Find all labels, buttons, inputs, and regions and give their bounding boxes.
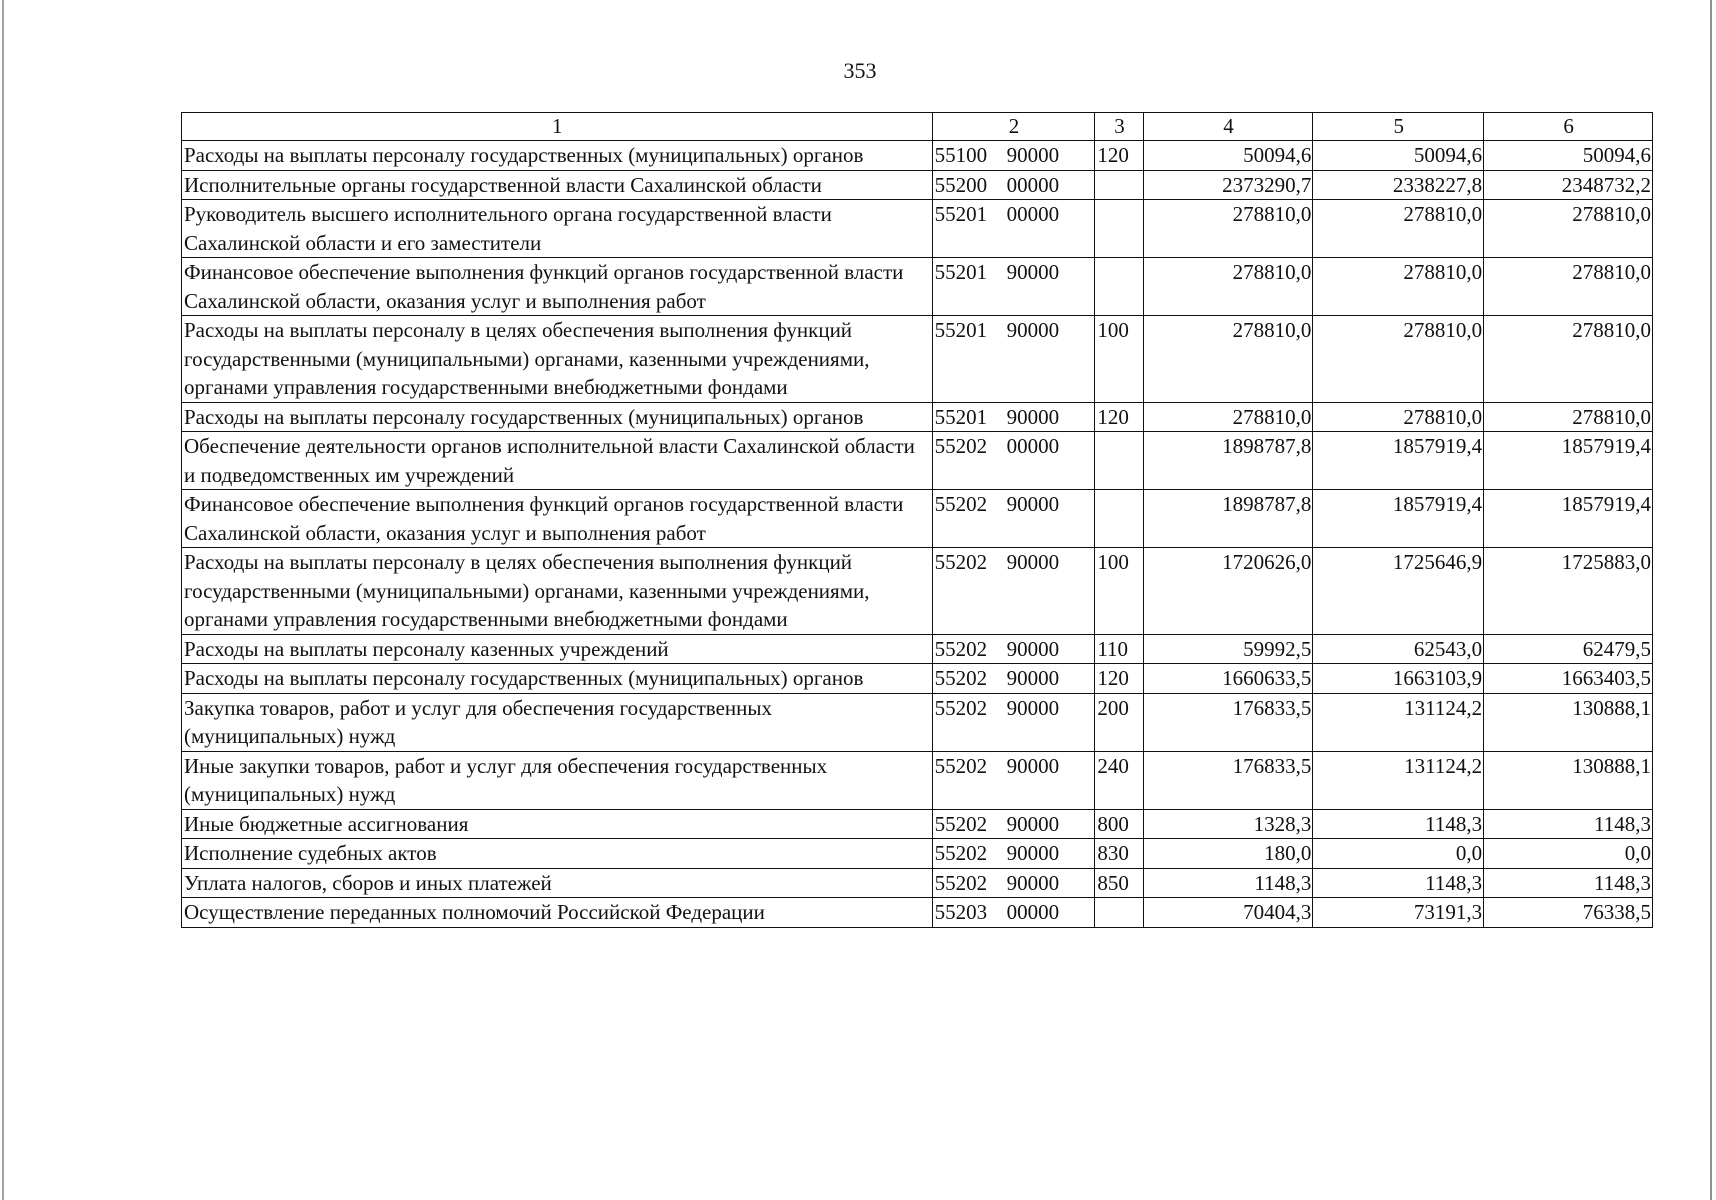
row-code-part1: 55201	[934, 404, 988, 429]
row-value-col5: 1148,3	[1313, 809, 1484, 839]
table-row	[182, 751, 1653, 809]
row-expense-type: 120	[1095, 664, 1143, 694]
row-expense-type: 850	[1095, 868, 1143, 898]
row-expense-type	[1095, 170, 1143, 200]
row-code	[932, 839, 1095, 869]
row-code	[932, 809, 1095, 839]
row-value-col4: 59992,5	[1143, 634, 1313, 664]
row-name: Расходы на выплаты персоналу государственных (муниципальных) органов	[182, 402, 933, 432]
row-value-col4: 1898787,8	[1143, 490, 1313, 548]
row-value-col5: 1725646,9	[1313, 548, 1484, 635]
table-row	[182, 898, 1653, 928]
row-name: Осуществление переданных полномочий Российской Федерации	[182, 898, 933, 928]
row-code-part2: 90000	[1006, 841, 1060, 865]
row-code-part1: 55202	[934, 753, 988, 778]
row-code-part2: 90000	[1006, 695, 1060, 720]
row-code-part2: 90000	[1006, 811, 1060, 836]
row-code-part1: 55202	[934, 492, 988, 516]
row-code-part2: 90000	[1006, 143, 1060, 167]
row-value-col4: 176833,5	[1143, 693, 1313, 751]
row-code	[932, 490, 1095, 548]
table-row	[182, 693, 1653, 751]
row-expense-type: 800	[1095, 809, 1143, 839]
row-name: Закупка товаров, работ и услуг для обеспечения государственных (муниципальных) нужд	[182, 693, 933, 751]
row-value-col5: 278810,0	[1313, 200, 1484, 258]
row-value-col6: 2348732,2	[1484, 170, 1653, 200]
row-name: Финансовое обеспечение выполнения функций органов государственной власти Сахалинской области, оказания услуг и выполнения работ	[182, 490, 933, 548]
row-expense-type: 100	[1095, 548, 1143, 635]
row-value-col5: 1857919,4	[1313, 490, 1484, 548]
row-value-col6: 278810,0	[1484, 200, 1653, 258]
row-expense-type: 120	[1095, 402, 1143, 432]
row-expense-type	[1095, 432, 1143, 490]
row-code-part1: 55202	[934, 841, 988, 865]
row-code-part2: 90000	[1006, 666, 1060, 690]
table-row	[182, 170, 1653, 200]
header-col-5: 5	[1313, 113, 1484, 141]
scan-edge-right	[1710, 0, 1712, 1200]
row-code	[932, 548, 1095, 635]
row-name: Руководитель высшего исполнительного органа государственной власти Сахалинской области и его заместители	[182, 200, 933, 258]
row-code	[932, 258, 1095, 316]
table-row	[182, 839, 1653, 869]
row-code-part2: 90000	[1006, 318, 1060, 342]
row-name: Исполнительные органы государственной власти Сахалинской области	[182, 170, 933, 200]
row-value-col4: 278810,0	[1143, 316, 1313, 403]
row-expense-type: 120	[1095, 141, 1143, 171]
row-code-part1: 55202	[934, 434, 988, 458]
row-value-col6: 62479,5	[1484, 634, 1653, 664]
table-row	[182, 548, 1653, 635]
row-value-col4: 1660633,5	[1143, 664, 1313, 694]
row-value-col5: 278810,0	[1313, 316, 1484, 403]
row-value-col6: 0,0	[1484, 839, 1653, 869]
row-value-col4: 50094,6	[1143, 141, 1313, 171]
row-value-col6: 130888,1	[1484, 693, 1653, 751]
row-value-col5: 278810,0	[1313, 402, 1484, 432]
row-name: Расходы на выплаты персоналу в целях обеспечения выполнения функций государственными (муниципальными) органами, казенными учреждениями, органами управления государственными внебюджетными фондами	[182, 548, 933, 635]
row-value-col4: 1148,3	[1143, 868, 1313, 898]
row-value-col6: 278810,0	[1484, 402, 1653, 432]
row-code	[932, 170, 1095, 200]
row-value-col6: 130888,1	[1484, 751, 1653, 809]
row-expense-type: 200	[1095, 693, 1143, 751]
header-row	[182, 113, 1653, 141]
row-code	[932, 634, 1095, 664]
row-expense-type	[1095, 258, 1143, 316]
row-value-col5: 73191,3	[1313, 898, 1484, 928]
row-code-part2: 00000	[1006, 900, 1060, 924]
row-code-part1: 55202	[934, 811, 988, 836]
row-value-col6: 1148,3	[1484, 809, 1653, 839]
row-value-col6: 1857919,4	[1484, 432, 1653, 490]
row-name: Уплата налогов, сборов и иных платежей	[182, 868, 933, 898]
row-value-col5: 2338227,8	[1313, 170, 1484, 200]
table-row	[182, 634, 1653, 664]
row-name: Иные бюджетные ассигнования	[182, 809, 933, 839]
row-value-col6: 50094,6	[1484, 141, 1653, 171]
row-name: Финансовое обеспечение выполнения функций органов государственной власти Сахалинской области, оказания услуг и выполнения работ	[182, 258, 933, 316]
table-body	[182, 141, 1653, 928]
row-code	[932, 316, 1095, 403]
row-value-col4: 1720626,0	[1143, 548, 1313, 635]
row-code	[932, 868, 1095, 898]
row-value-col6: 278810,0	[1484, 316, 1653, 403]
row-code-part1: 55202	[934, 870, 988, 895]
row-value-col5: 278810,0	[1313, 258, 1484, 316]
row-code	[932, 402, 1095, 432]
table-row	[182, 402, 1653, 432]
row-code-part2: 90000	[1006, 753, 1060, 778]
row-code-part2: 90000	[1006, 404, 1060, 429]
row-value-col6: 278810,0	[1484, 258, 1653, 316]
row-value-col4: 1328,3	[1143, 809, 1313, 839]
header-col-2: 2	[932, 113, 1095, 141]
row-code-part2: 00000	[1006, 434, 1060, 458]
row-value-col5: 1857919,4	[1313, 432, 1484, 490]
row-expense-type: 110	[1095, 634, 1143, 664]
row-code-part1: 55201	[934, 202, 988, 226]
scan-edge-left	[2, 0, 4, 1200]
header-col-4: 4	[1143, 113, 1313, 141]
row-code-part2: 90000	[1006, 870, 1060, 895]
row-value-col4: 176833,5	[1143, 751, 1313, 809]
row-code-part1: 55100	[934, 143, 988, 167]
row-name: Расходы на выплаты персоналу государственных (муниципальных) органов	[182, 664, 933, 694]
header-col-1: 1	[182, 113, 933, 141]
page-number: 353	[843, 58, 877, 83]
row-value-col5: 0,0	[1313, 839, 1484, 869]
table-row	[182, 316, 1653, 403]
table-row	[182, 664, 1653, 694]
table-row	[182, 258, 1653, 316]
table-row	[182, 141, 1653, 171]
row-code-part1: 55202	[934, 636, 988, 661]
row-code-part1: 55201	[934, 318, 988, 342]
row-value-col6: 1725883,0	[1484, 548, 1653, 635]
row-value-col5: 50094,6	[1313, 141, 1484, 171]
row-code	[932, 898, 1095, 928]
row-value-col5: 131124,2	[1313, 693, 1484, 751]
row-expense-type	[1095, 898, 1143, 928]
budget-table-container	[181, 112, 1653, 928]
row-code	[932, 751, 1095, 809]
row-code	[932, 432, 1095, 490]
row-code	[932, 664, 1095, 694]
row-code	[932, 200, 1095, 258]
row-code-part1: 55201	[934, 260, 988, 284]
row-expense-type: 830	[1095, 839, 1143, 869]
header-col-6: 6	[1484, 113, 1653, 141]
header-col-3: 3	[1095, 113, 1143, 141]
row-code-part2: 90000	[1006, 636, 1060, 661]
row-code	[932, 141, 1095, 171]
row-name: Исполнение судебных актов	[182, 839, 933, 869]
row-expense-type	[1095, 200, 1143, 258]
table-row	[182, 809, 1653, 839]
row-value-col4: 2373290,7	[1143, 170, 1313, 200]
row-code-part1: 55200	[934, 172, 988, 197]
budget-table	[181, 112, 1653, 928]
table-row	[182, 432, 1653, 490]
row-value-col6: 1857919,4	[1484, 490, 1653, 548]
row-value-col6: 1663403,5	[1484, 664, 1653, 694]
row-name: Расходы на выплаты персоналу государственных (муниципальных) органов	[182, 141, 933, 171]
row-expense-type	[1095, 490, 1143, 548]
row-value-col6: 76338,5	[1484, 898, 1653, 928]
row-value-col5: 1663103,9	[1313, 664, 1484, 694]
row-expense-type: 240	[1095, 751, 1143, 809]
row-code-part2: 90000	[1006, 492, 1060, 516]
table-header	[182, 113, 1653, 141]
row-value-col5: 62543,0	[1313, 634, 1484, 664]
table-row	[182, 200, 1653, 258]
row-value-col4: 70404,3	[1143, 898, 1313, 928]
row-code-part1: 55202	[934, 550, 988, 574]
row-expense-type: 100	[1095, 316, 1143, 403]
row-value-col4: 278810,0	[1143, 200, 1313, 258]
row-code-part2: 00000	[1006, 202, 1060, 226]
row-code-part1: 55202	[934, 666, 988, 690]
table-row	[182, 868, 1653, 898]
row-code-part1: 55202	[934, 695, 988, 720]
row-code-part1: 55203	[934, 900, 988, 924]
row-value-col4: 278810,0	[1143, 402, 1313, 432]
row-name: Расходы на выплаты персоналу в целях обеспечения выполнения функций государственными (муниципальными) органами, казенными учреждениями, органами управления государственными внебюджетными фондами	[182, 316, 933, 403]
table-row	[182, 490, 1653, 548]
row-name: Обеспечение деятельности органов исполнительной власти Сахалинской области и подведомственных им учреждений	[182, 432, 933, 490]
row-code-part2: 90000	[1006, 550, 1060, 574]
row-value-col4: 180,0	[1143, 839, 1313, 869]
row-value-col5: 1148,3	[1313, 868, 1484, 898]
row-code-part2: 90000	[1006, 260, 1060, 284]
row-value-col6: 1148,3	[1484, 868, 1653, 898]
row-value-col5: 131124,2	[1313, 751, 1484, 809]
row-name: Расходы на выплаты персоналу казенных учреждений	[182, 634, 933, 664]
row-code	[932, 693, 1095, 751]
row-value-col4: 1898787,8	[1143, 432, 1313, 490]
row-name: Иные закупки товаров, работ и услуг для обеспечения государственных (муниципальных) нужд	[182, 751, 933, 809]
row-value-col4: 278810,0	[1143, 258, 1313, 316]
row-code-part2: 00000	[1006, 172, 1060, 197]
